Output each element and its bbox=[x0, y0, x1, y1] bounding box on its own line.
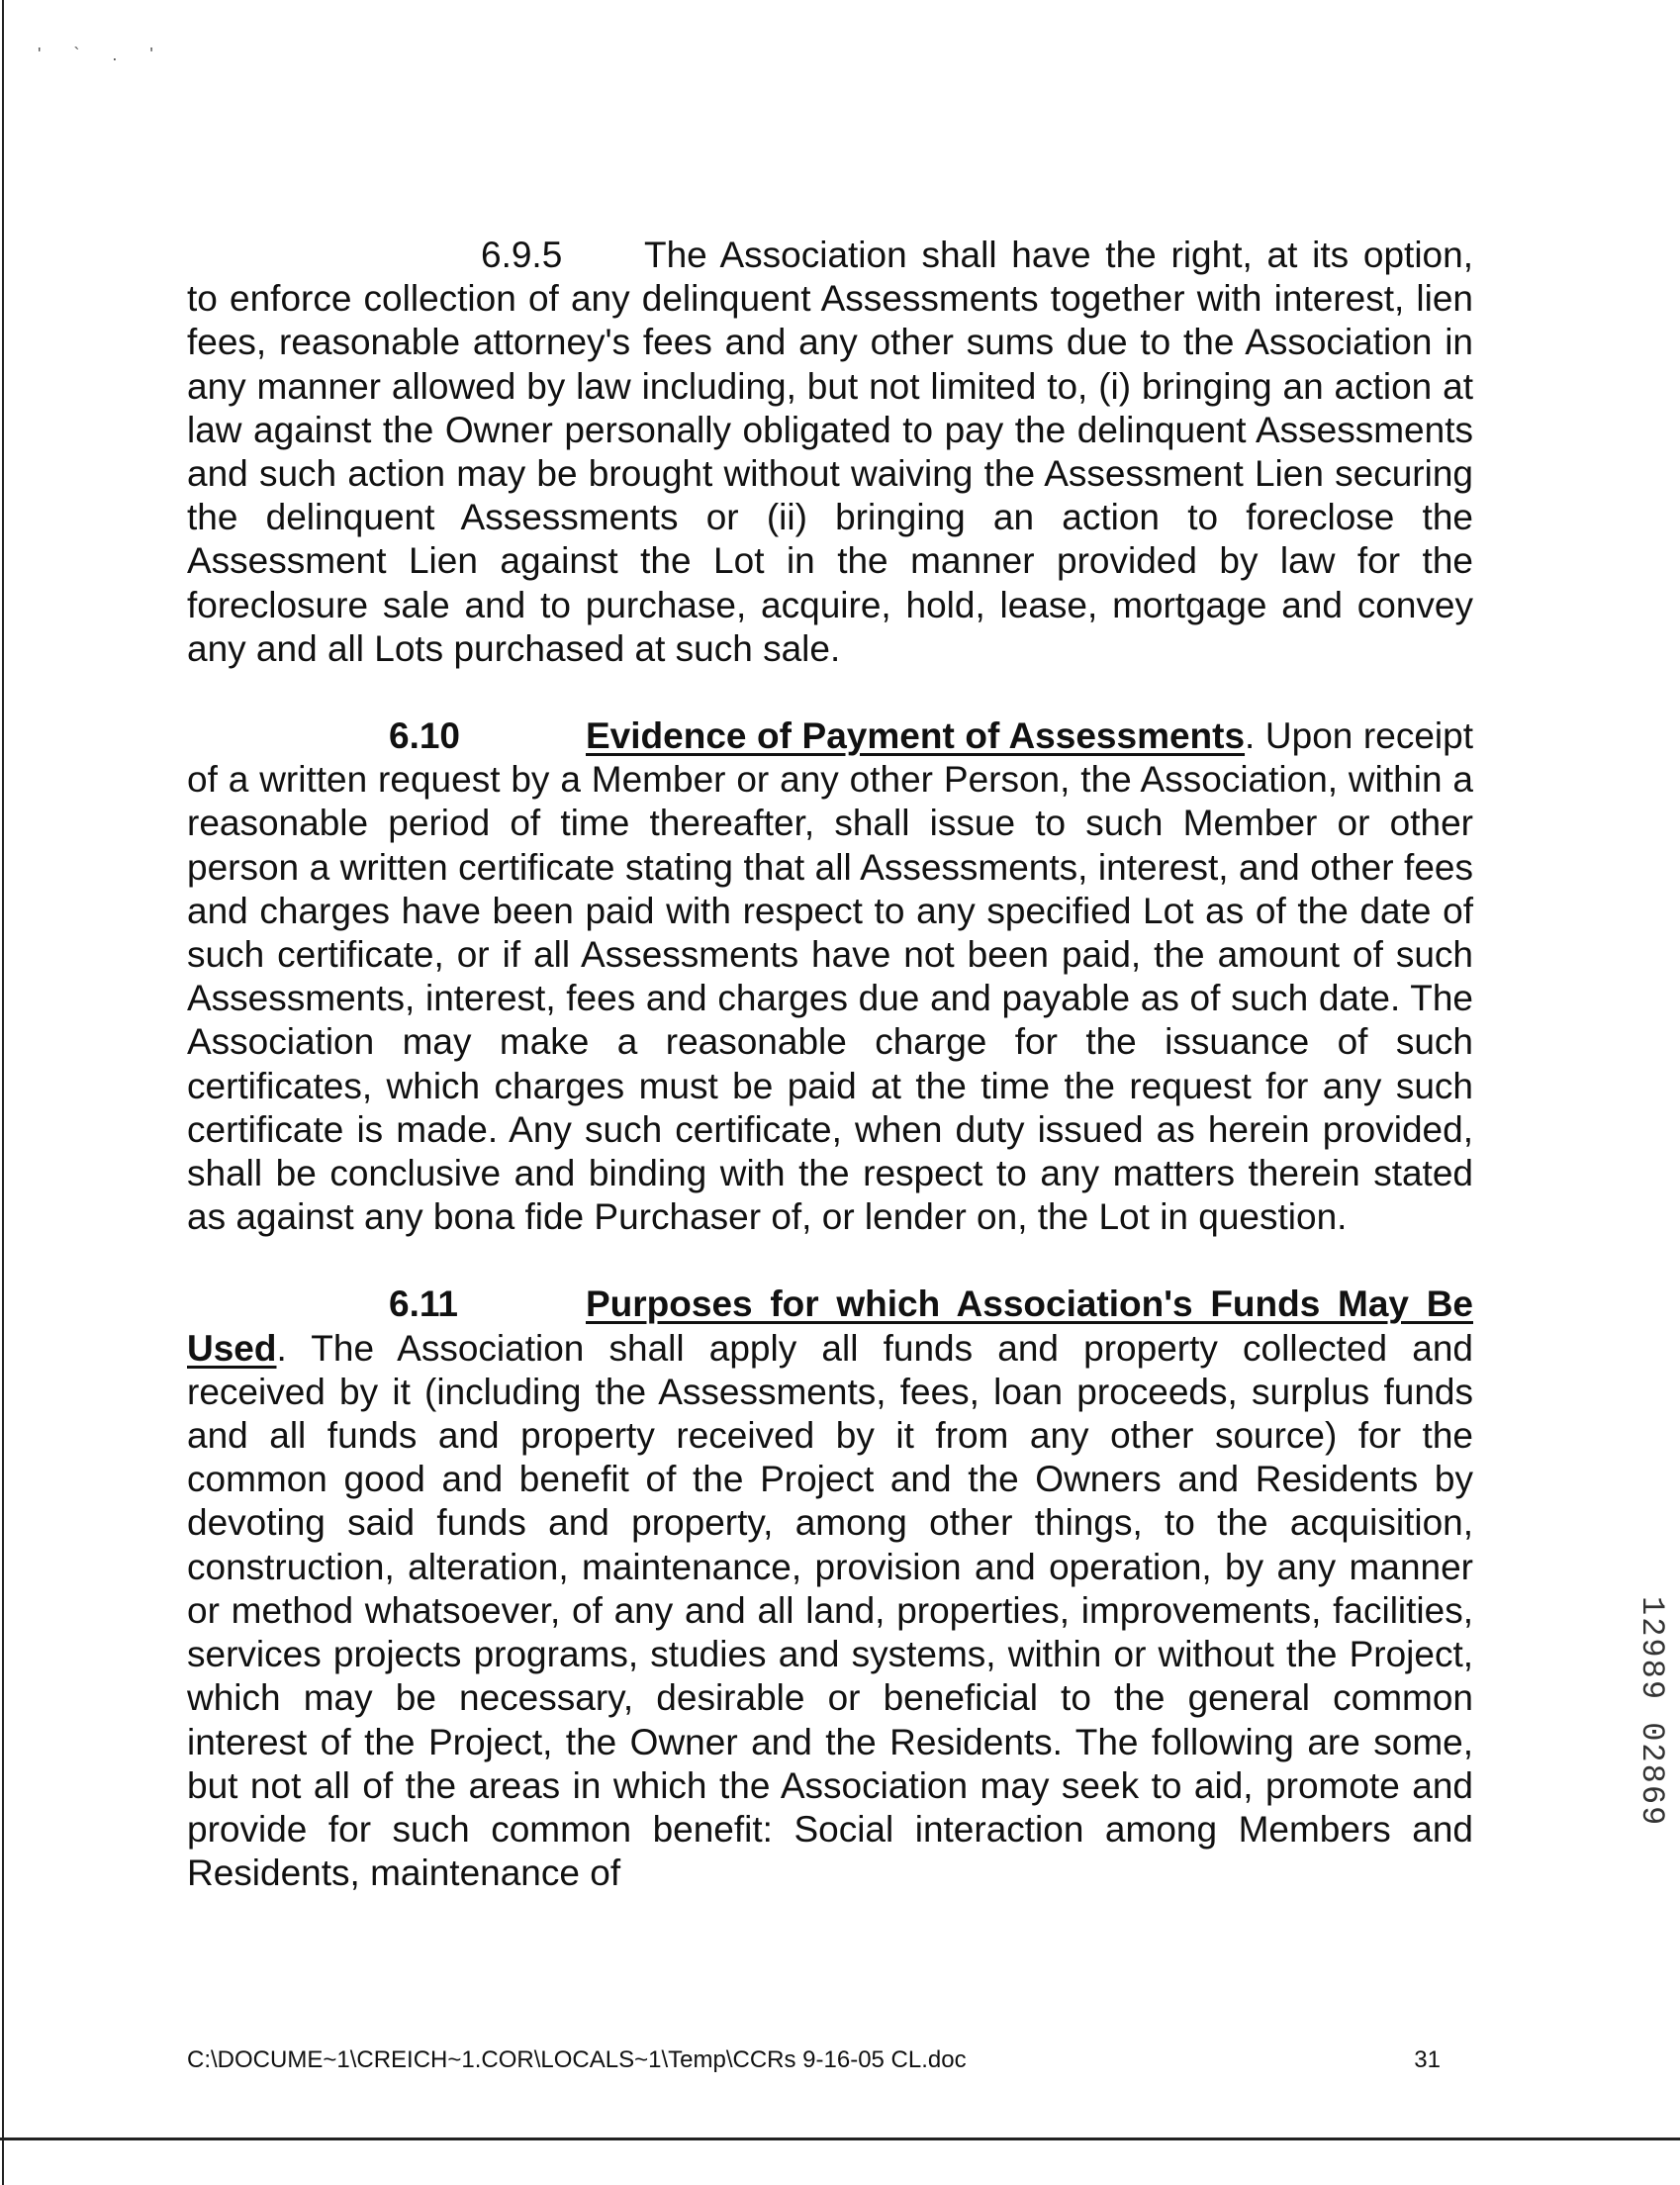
page-edge-bottom bbox=[0, 2138, 1680, 2140]
section-number: 6.9.5 bbox=[481, 235, 563, 275]
section-body: The Association shall have the right, at its option, to enforce collection of any delinquent Assessments together with interest, lien fees, reasonable attorney's fees and any other sums due to the Association in any manner allowed by law including, but not limited to, (i) bringing an action at law against the Owner personally obligated to pay the delinquent Assessments and such action may be brought without waiving the Assessment Lien securing the delinquent Assessments or (ii) bringing an action to foreclose the Assessment Lien against the Lot in the manner provided by law for the foreclosure sale and to purchase, acquire, hold, lease, mortgage and convey any and all Lots purchased at such sale. bbox=[187, 235, 1473, 669]
section-body: . Upon receipt of a written request by a Member or any other Person, the Association, within a reasonable period of time thereafter, shall issue to such Member or other person a written certificate stating that all Assessments, interest, and other fees and charges have been paid with respect to any specified Lot as of the date of such certificate, or if all Assessments have not been paid, the amount of such Assessments, interest, fees and charges due and payable as of such date. The Association may make a reasonable charge for the issuance of such certificates, which charges must be paid at the time the request for any such certificate is made. Any such certificate, when duty issued as herein provided, shall be conclusive and binding with the respect to any matters therein stated as against any bona fide Purchaser of, or lender on, the Lot in question. bbox=[187, 715, 1473, 1238]
footer-file-path: C:\DOCUME~1\CREICH~1.COR\LOCALS~1\Temp\CCRs 9-16-05 CL.doc bbox=[187, 2046, 967, 2073]
section-heading: Evidence of Payment of Assessments bbox=[586, 715, 1246, 757]
section-6-9-5 bbox=[187, 234, 1473, 671]
scan-specks: ' ` . ' bbox=[38, 45, 167, 64]
page-number: 31 bbox=[1414, 2046, 1441, 2073]
section-6-10 bbox=[187, 714, 1473, 1239]
section-body: . The Association shall apply all funds and property collected and received by it (including the Assessments, fees, loan proceeds, surplus funds and all funds and property received by it from any other source) for the common good and benefit of the Project and the Owners and Residents by devoting said funds and property, among other things, to the acquisition, construction, alteration, maintenance, provision and operation, by any manner or method whatsoever, of any and all land, properties, improvements, facilities, services projects programs, studies and systems, within or without the Project, which may be necessary, desirable or beneficial to the general common interest of the Project, the Owner and the Residents. The following are some, but not all of the areas in which the Association may seek to aid, promote and provide for such common benefit: Social interaction among Members and Residents, maintenance of bbox=[187, 1327, 1473, 1894]
document-body bbox=[187, 234, 1473, 1895]
page-edge-left bbox=[2, 0, 4, 2185]
margin-recording-stamp: 12989 02869 bbox=[1633, 1596, 1670, 1828]
section-6-11 bbox=[187, 1282, 1473, 1895]
section-number: 6.10 bbox=[389, 715, 461, 757]
section-number: 6.11 bbox=[389, 1283, 458, 1325]
section-heading: Purposes for which Association's Funds May Be Used bbox=[187, 1283, 1473, 1369]
